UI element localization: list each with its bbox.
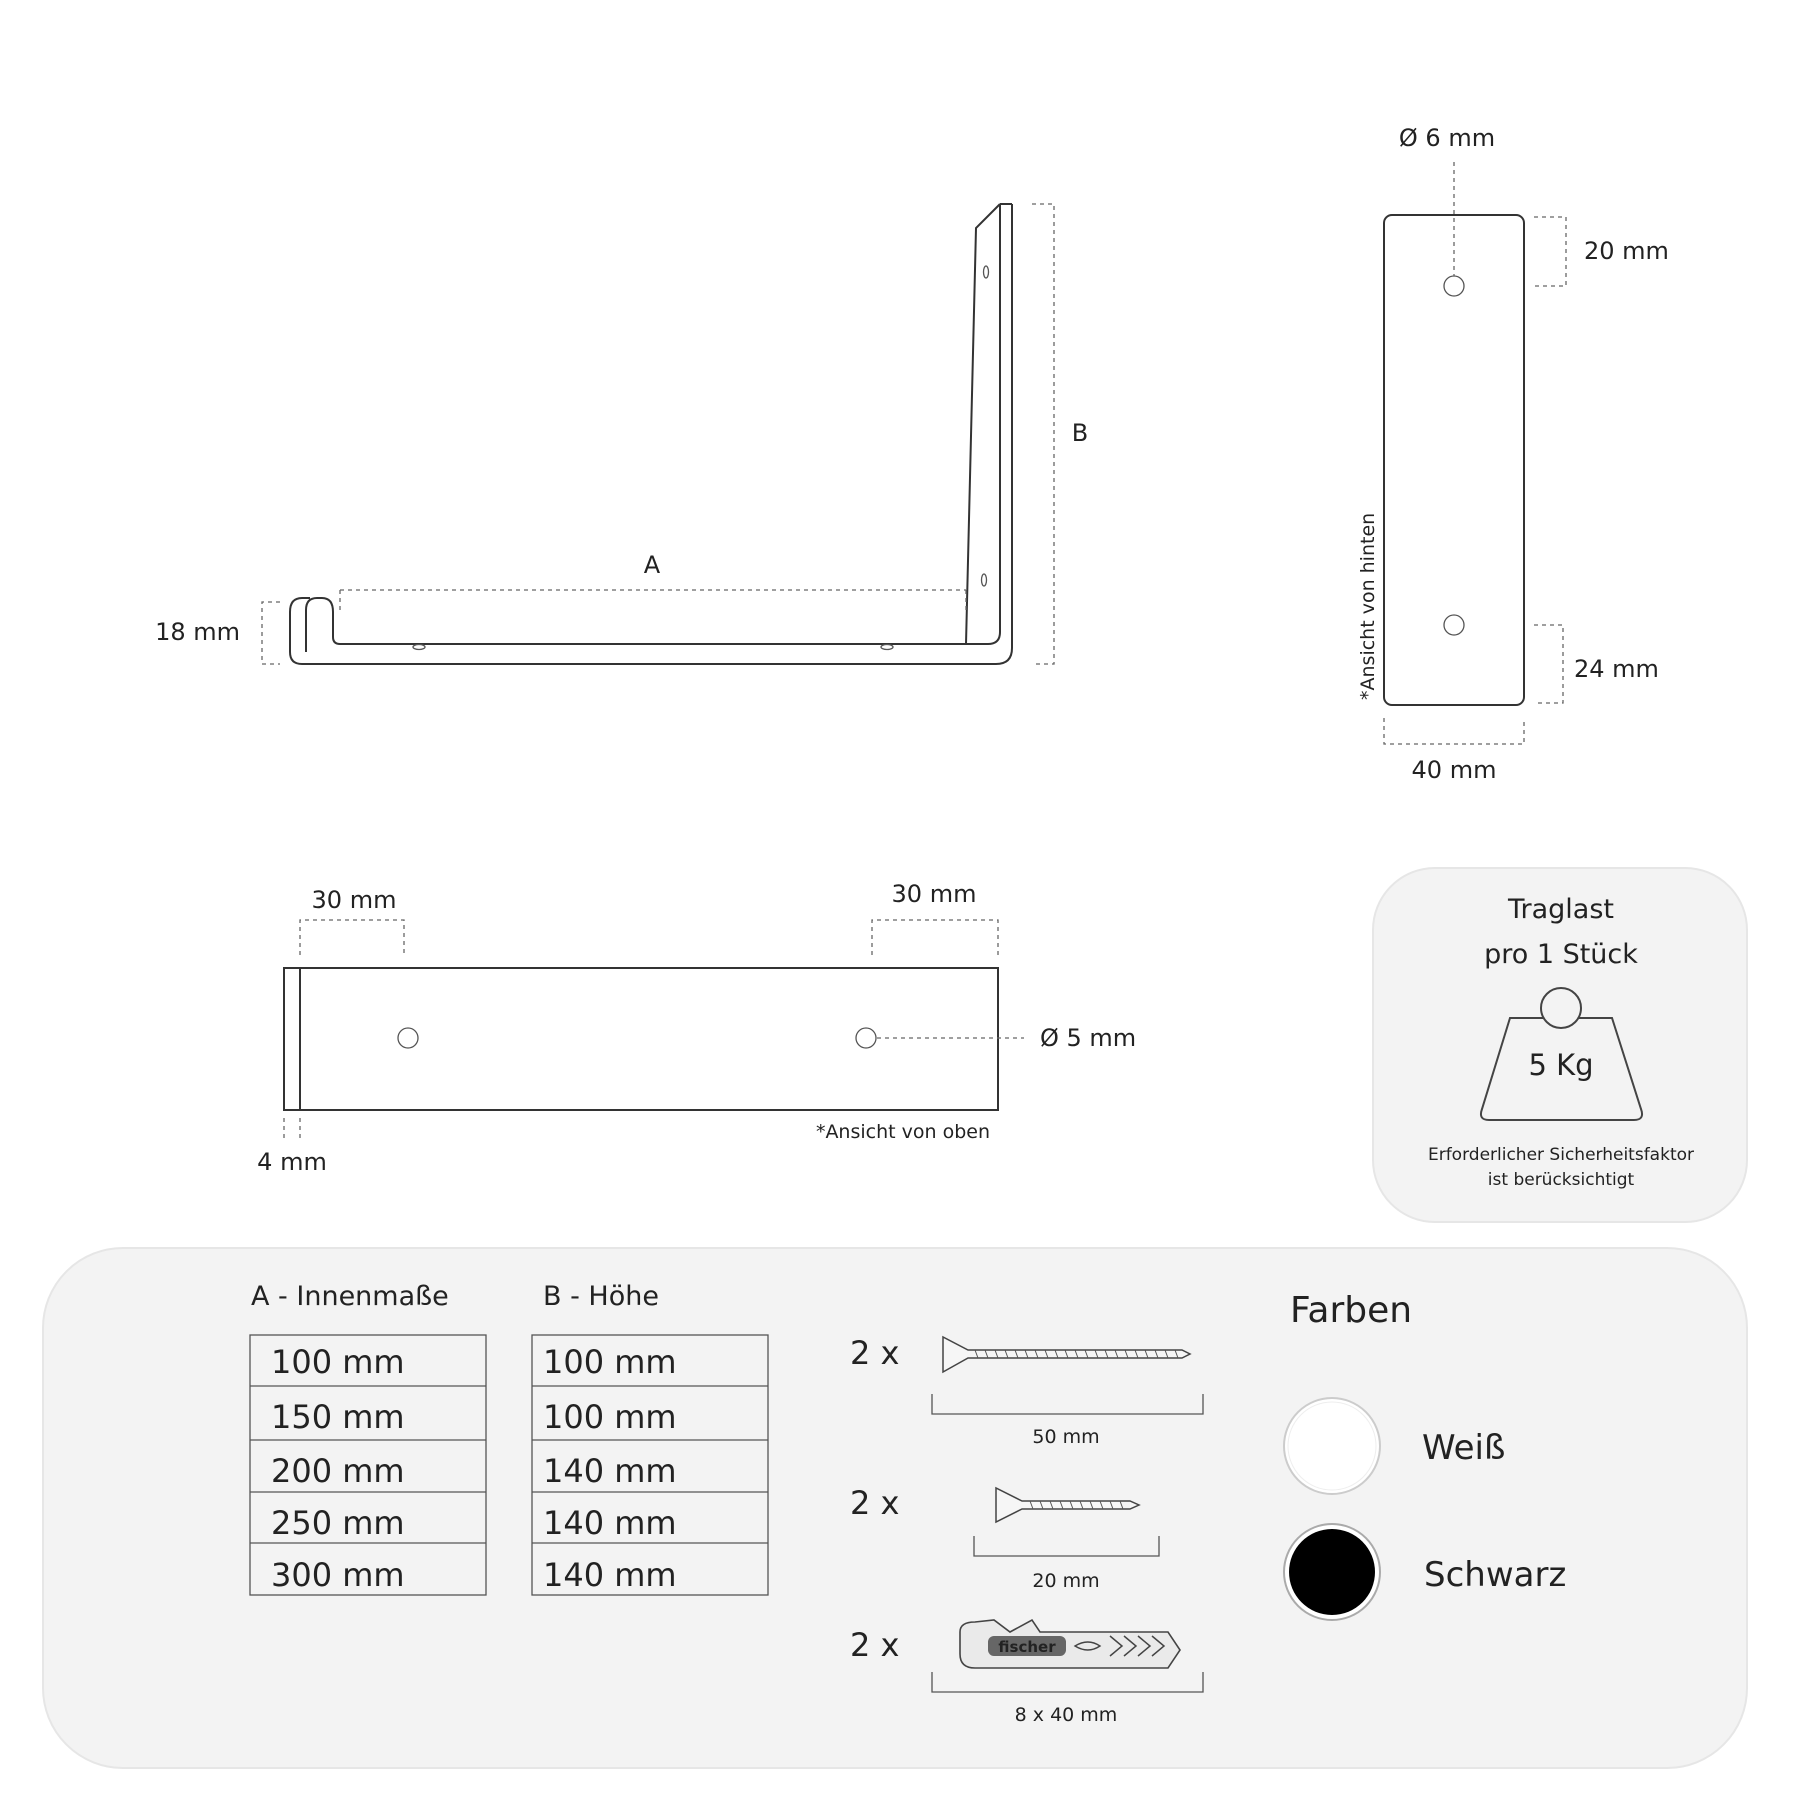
- side-view: [155, 204, 1088, 664]
- load-value: 5 Kg: [1528, 1048, 1594, 1082]
- back-view-caption: *Ansicht von hinten: [1357, 512, 1379, 700]
- bracket-inner-profile: [306, 204, 1000, 652]
- b-row-3: 140 mm: [543, 1452, 677, 1490]
- top-hole-right: [856, 1028, 876, 1048]
- label-b: B: [1071, 419, 1089, 447]
- top-view: [257, 880, 1136, 1176]
- back-hole-bottom: [1444, 615, 1464, 635]
- right-offset-label: 30 mm: [891, 880, 977, 908]
- dimension-20-line: [1534, 217, 1566, 286]
- back-plate: [1384, 215, 1524, 705]
- col-b-header: B - Höhe: [543, 1281, 659, 1312]
- b-row-1: 100 mm: [543, 1343, 677, 1381]
- swatch-black[interactable]: [1289, 1529, 1375, 1615]
- wall-plug-brand: fischer: [998, 1638, 1056, 1656]
- load-note-line2: ist berücksichtigt: [1487, 1170, 1635, 1190]
- label-a: A: [643, 551, 661, 579]
- b-row-4: 140 mm: [543, 1504, 677, 1542]
- b-row-2: 100 mm: [543, 1398, 677, 1436]
- load-panel: [1373, 868, 1747, 1222]
- wall-hole-top: [984, 266, 989, 278]
- top-plate: [284, 968, 998, 1110]
- dimension-30-right: [872, 920, 998, 955]
- dimension-24-line: [1534, 625, 1563, 703]
- shelf-hole-right: [881, 645, 893, 650]
- dimension-30-left: [300, 920, 404, 955]
- bottom-offset-label: 24 mm: [1574, 655, 1659, 683]
- shelf-hole-left: [413, 645, 425, 650]
- height-18-label: 18 mm: [155, 618, 240, 646]
- load-title-line1: Traglast: [1507, 894, 1615, 925]
- dimension-b-line: [1032, 204, 1054, 664]
- short-screw-size: 20 mm: [1032, 1570, 1100, 1592]
- color-black-label: Schwarz: [1424, 1555, 1567, 1595]
- b-row-5: 140 mm: [543, 1556, 677, 1594]
- a-row-2: 150 mm: [271, 1398, 405, 1436]
- dimension-a-line: [340, 590, 966, 610]
- top-view-caption: *Ansicht von oben: [815, 1121, 990, 1143]
- load-note-line1: Erforderlicher Sicherheitsfaktor: [1427, 1145, 1695, 1165]
- dimension-40-line: [1384, 718, 1524, 744]
- swatch-white[interactable]: [1284, 1398, 1380, 1494]
- a-row-3: 200 mm: [271, 1452, 405, 1490]
- long-screw-qty: 2 x: [850, 1334, 900, 1372]
- color-white-label: Weiß: [1422, 1428, 1506, 1468]
- long-screw-size: 50 mm: [1032, 1426, 1100, 1448]
- wall-hole-bottom: [982, 574, 987, 586]
- left-offset-label: 30 mm: [311, 886, 397, 914]
- wall-plug-size: 8 x 40 mm: [1014, 1704, 1118, 1726]
- weight-ring-icon: [1541, 988, 1581, 1028]
- back-hole-top: [1444, 276, 1464, 296]
- hole-5mm-label: Ø 5 mm: [1040, 1024, 1137, 1052]
- hole-6mm-label: Ø 6 mm: [1398, 124, 1496, 152]
- col-a-header: A - Innenmaße: [251, 1281, 449, 1312]
- bracket-outer-profile: [290, 204, 1012, 664]
- short-screw-qty: 2 x: [850, 1484, 900, 1522]
- bottom-panel: [43, 1248, 1747, 1768]
- a-row-5: 300 mm: [271, 1556, 405, 1594]
- width-40-label: 40 mm: [1411, 756, 1497, 784]
- load-title-line2: pro 1 Stück: [1484, 939, 1638, 970]
- dimension-18-line: [262, 602, 280, 664]
- top-hole-left: [398, 1028, 418, 1048]
- thickness-label: 4 mm: [257, 1148, 327, 1176]
- top-offset-label: 20 mm: [1584, 237, 1669, 265]
- a-row-4: 250 mm: [271, 1504, 405, 1542]
- colors-title: Farben: [1290, 1290, 1413, 1331]
- wall-plug-qty: 2 x: [850, 1626, 900, 1664]
- back-view: [1357, 124, 1669, 784]
- a-row-1: 100 mm: [271, 1343, 405, 1381]
- dimension-4-line: [284, 1118, 300, 1138]
